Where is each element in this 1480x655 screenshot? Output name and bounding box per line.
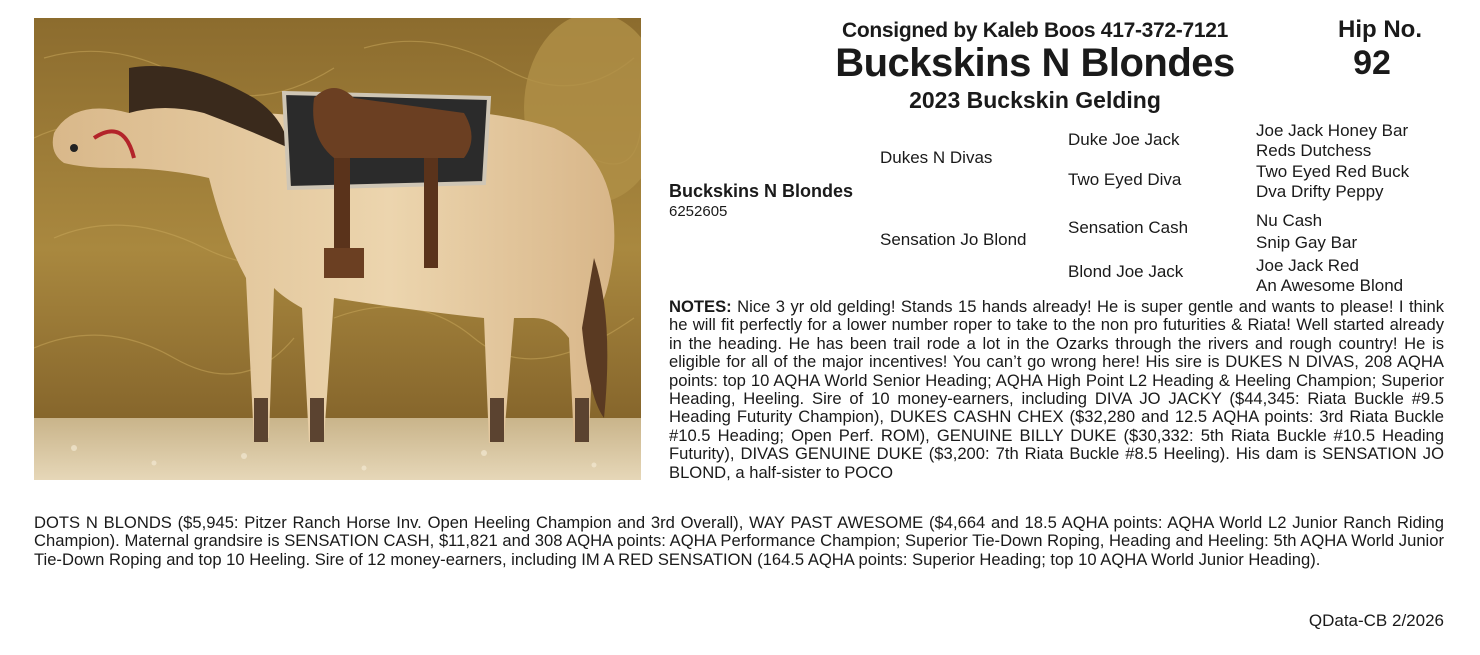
footer-code: QData-CB 2/2026: [1308, 611, 1444, 630]
notes-paragraph: [669, 298, 1444, 482]
notes-text-part1: Nice 3 yr old gelding! Stands 15 hands already! He is super gentle and wants to please! I think he will fit perfectly for a lower number roper to take to the non pro futurities & Riata! Well started already in the heading. He has been trail rode a lot in the Ozarks through the rivers and rough country! He is eligible for all of the major incentives! You can’t go wrong here! His sire is DUKES N DIVAS, 208 AQHA points: top 10 AQHA World Senior Heading; AQHA High Point L2 Heading & Heeling Champion; Superior Heading, Heeling. Sire of 10 money-earners, including DIVA JO JACKY ($44,345: Riata Buckle #9.5 Heading Futurity Champion), DUKES CASHN CHEX ($32,280 and 12.5 AQHA points: 3rd Riata Buckle #10.5 Heading; Open Perf. ROM), GENUINE BILLY DUKE ($30,332: 5th Riata Buckle #10.5 Heading Futurity), DIVAS GENUINE DUKE ($3,200: 7th Riata Buckle #8.5 Heeling). His dam is SENSATION JO BLOND, a half-sister to POCO: [669, 297, 1444, 482]
pedigree-g3-4: Dva Drifty Peppy: [1256, 182, 1384, 201]
pedigree-dam: Sensation Jo Blond: [880, 230, 1027, 249]
pedigree-sire-sire: Duke Joe Jack: [1068, 130, 1180, 149]
consignor-line: Consigned by Kaleb Boos 417-372-7121: [841, 19, 1228, 42]
pedigree-g3-2: Reds Dutchess: [1256, 141, 1372, 160]
hip-label: Hip No.: [1338, 16, 1422, 43]
horse-name-title: Buckskins N Blondes: [835, 41, 1235, 85]
pedigree-g3-3: Two Eyed Red Buck: [1256, 162, 1410, 181]
pedigree-sire-dam: Two Eyed Diva: [1068, 170, 1182, 189]
pedigree-g3-5: Nu Cash: [1256, 211, 1323, 230]
pedigree-g3-1: Joe Jack Honey Bar: [1256, 121, 1409, 140]
pedigree-g3-7: Joe Jack Red: [1256, 256, 1359, 275]
horse-description: 2023 Buckskin Gelding: [909, 87, 1161, 113]
pedigree-dam-sire: Sensation Cash: [1068, 218, 1189, 237]
hip-number: 92: [1353, 44, 1391, 82]
notes-label: NOTES:: [669, 297, 732, 316]
pedigree-g3-6: Snip Gay Bar: [1256, 233, 1358, 252]
pedigree-dam-dam: Blond Joe Jack: [1068, 262, 1184, 281]
notes-text-part2: DOTS N BLONDS ($5,945: Pitzer Ranch Horse Inv. Open Heeling Champion and 3rd Overall), WAY PAST AWESOME ($4,664 and 18.5 AQHA points: AQHA World L2 Junior Ranch Riding Champion). Maternal grandsire is SENSATION CASH, $11,821 and 308 AQHA points: AQHA Performance Champion; Superior Tie-Down Roping, Heading and Heeling: 5th AQHA World Junior Tie-Down Roping and top 10 Heeling. Sire of 12 money-earners, including IM A RED SENSATION (164.5 AQHA points: Superior Heading; top 10 AQHA World Junior Heading).: [34, 513, 1444, 569]
horse-photo: [34, 18, 641, 480]
pedigree-registration: 6252605: [669, 203, 728, 220]
pedigree-horse-name: Buckskins N Blondes: [669, 181, 854, 201]
pedigree-g3-8: An Awesome Blond: [1256, 276, 1404, 295]
pedigree-sire: Dukes N Divas: [880, 148, 993, 167]
